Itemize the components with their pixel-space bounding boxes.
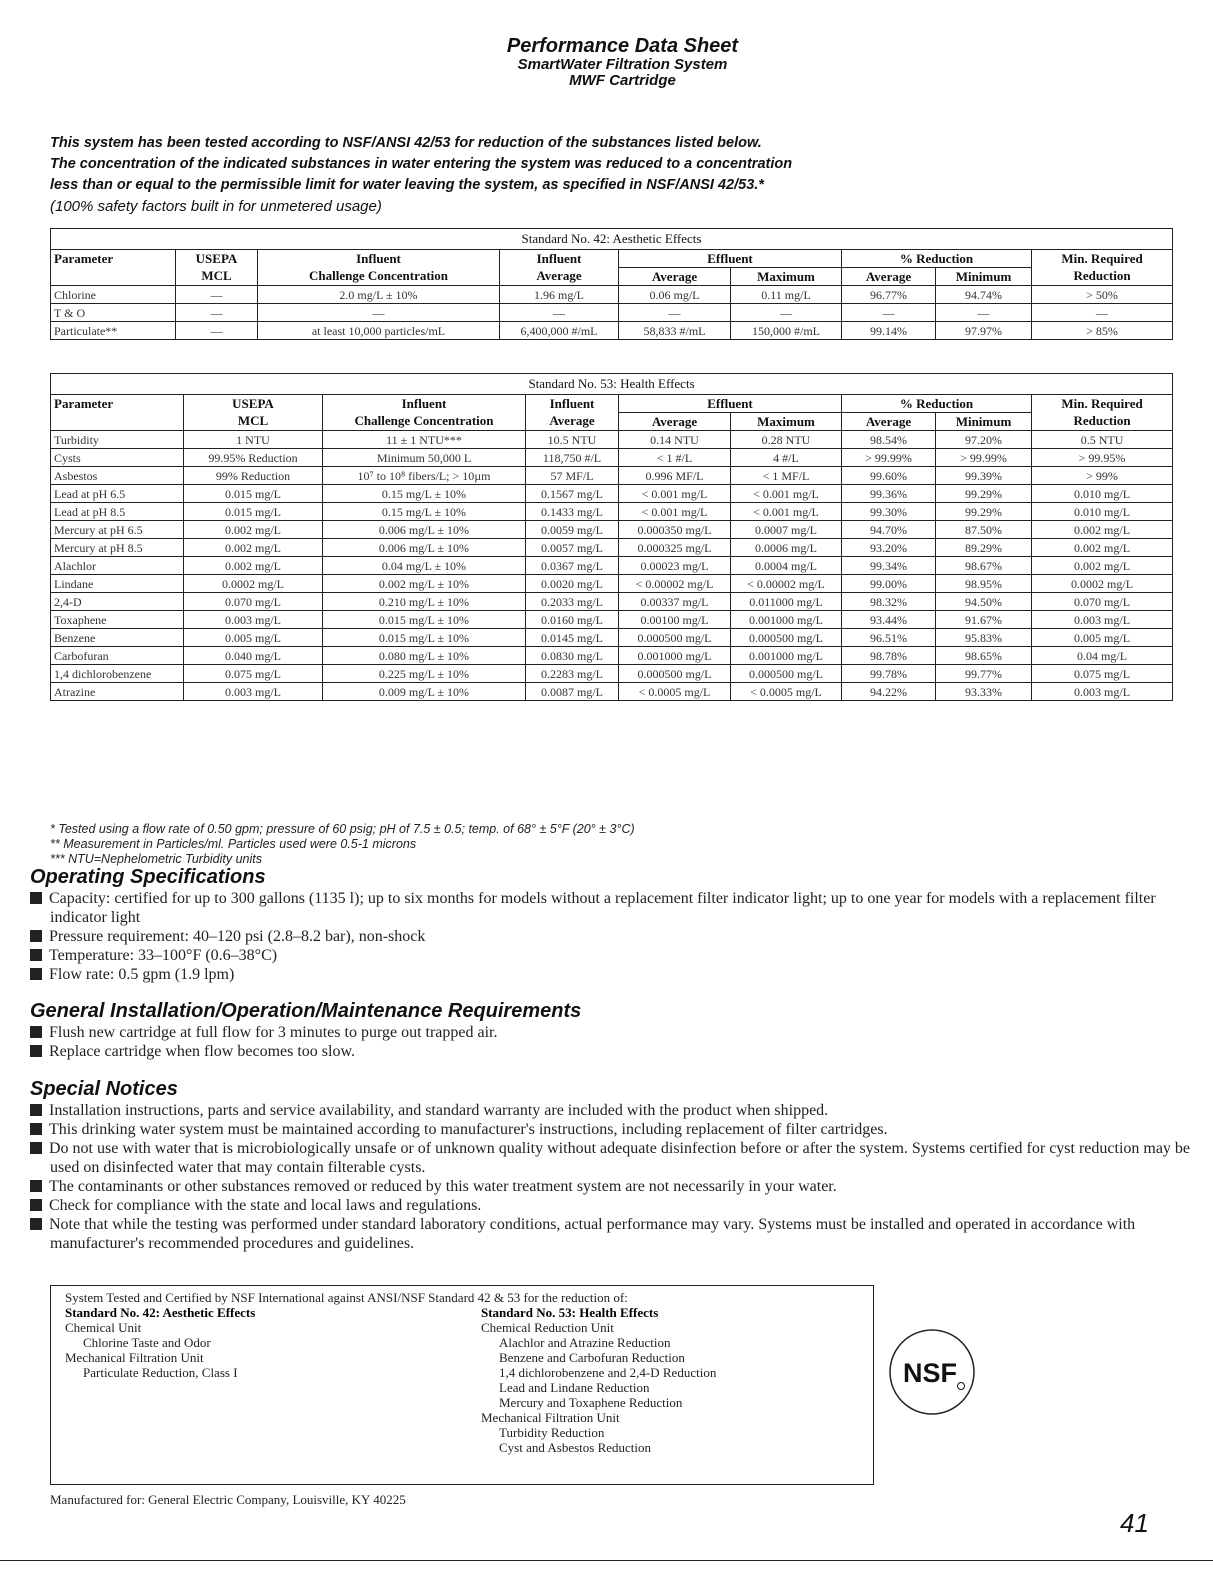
table-row xyxy=(51,611,1173,629)
table-cell: 0.000500 mg/L xyxy=(619,665,731,683)
table-cell: 0.2283 mg/L xyxy=(526,665,619,683)
table-cell: < 0.00002 mg/L xyxy=(619,575,731,593)
header-effluent: Effluent xyxy=(619,250,842,268)
table-cell: 0.002 mg/L xyxy=(1032,557,1173,575)
table-cell: 99.00% xyxy=(842,575,936,593)
table-cell: 0.11 mg/L xyxy=(731,286,842,304)
list-item-text: Capacity: certified for up to 300 gallons (1135 l); up to six months for models without a replacement filter indicator light; up to one year for models with a replacement filter indicator light xyxy=(49,890,1156,926)
footnote-1: * Tested using a flow rate of 0.50 gpm; pressure of 60 psig; pH of 7.5 ± 0.5; temp. of 68° ± 5°F (20° ± 3°C) xyxy=(50,822,635,836)
table-cell: 94.22% xyxy=(842,683,936,701)
table-cell: 0.0145 mg/L xyxy=(526,629,619,647)
table-row xyxy=(51,629,1173,647)
table-row xyxy=(51,647,1173,665)
header-parameter: Parameter xyxy=(51,395,184,413)
table-cell: — xyxy=(842,304,936,322)
bullet-square-icon xyxy=(30,1026,42,1038)
list-item-text: Pressure requirement: 40–120 psi (2.8–8.2 bar), non-shock xyxy=(49,928,426,945)
cert-item: Chemical Reduction Unit xyxy=(481,1320,614,1335)
table-cell: 0.015 mg/L ± 10% xyxy=(323,611,526,629)
table-cell: 0.0002 mg/L xyxy=(184,575,323,593)
table-cell: 0.001000 mg/L xyxy=(731,647,842,665)
header-eff-average: Average xyxy=(619,413,731,431)
table-cell: Minimum 50,000 L xyxy=(323,449,526,467)
page-title: Performance Data Sheet xyxy=(506,35,739,57)
table-cell: 99.14% xyxy=(842,322,936,340)
header-red-average: Average xyxy=(842,413,936,431)
certification-box xyxy=(50,1285,874,1485)
table-cell: 0.009 mg/L ± 10% xyxy=(323,683,526,701)
list-item-text: The contaminants or other substances removed or reduced by this water treatment system are not necessarily in your water. xyxy=(49,1178,837,1195)
table-cell: 0.0007 mg/L xyxy=(731,521,842,539)
table-cell: 0.003 mg/L xyxy=(184,611,323,629)
table-cell: > 99.99% xyxy=(842,449,936,467)
table-standard-53 xyxy=(50,373,1173,701)
list-item-text: Flow rate: 0.5 gpm (1.9 lpm) xyxy=(49,966,235,983)
table-cell: 10⁷ to 10⁸ fibers/L; > 10µm xyxy=(323,467,526,485)
table-cell: < 0.001 mg/L xyxy=(731,503,842,521)
table-cell: 99.39% xyxy=(936,467,1032,485)
table-cell: 0.015 mg/L xyxy=(184,503,323,521)
svg-text:NSF: NSF xyxy=(903,1358,957,1388)
header-reduction-label: Reduction xyxy=(1032,268,1173,286)
list-item-text: Note that while the testing was performed under standard laboratory conditions, actual performance may vary. Systems must be installed and operated in accordance with manufacturer's recommended procedures and guidelines. xyxy=(49,1216,1136,1252)
page-header xyxy=(0,36,1213,89)
header-eff-average: Average xyxy=(619,268,731,286)
list-item-text: This drinking water system must be maintained according to manufacturer's instructions, including replacement of filter cartridges. xyxy=(49,1121,888,1138)
table-cell: 0.001000 mg/L xyxy=(619,647,731,665)
table-cell: < 0.001 mg/L xyxy=(619,485,731,503)
bullet-square-icon xyxy=(30,1142,42,1154)
table-cell: 0.00337 mg/L xyxy=(619,593,731,611)
table-cell: 96.77% xyxy=(842,286,936,304)
table-cell: Mercury at pH 6.5 xyxy=(51,521,184,539)
table-cell: 0.15 mg/L ± 10% xyxy=(323,485,526,503)
table-cell: — xyxy=(731,304,842,322)
table-cell: 0.010 mg/L xyxy=(1032,485,1173,503)
list-item-text: Temperature: 33–100°F (0.6–38°C) xyxy=(49,947,278,964)
table-row xyxy=(51,304,1173,322)
table-cell: — xyxy=(176,322,258,340)
intro-line-2: The concentration of the indicated substances in water entering the system was reduced to a concentration xyxy=(50,156,793,172)
table-cell: 96.51% xyxy=(842,629,936,647)
table-row xyxy=(51,593,1173,611)
table-standard-42 xyxy=(50,228,1173,340)
table-cell: 150,000 #/mL xyxy=(731,322,842,340)
table-cell: 0.0057 mg/L xyxy=(526,539,619,557)
section-title: General Installation/Operation/Maintenance Requirements xyxy=(30,1000,582,1022)
table-cell: > 50% xyxy=(1032,286,1173,304)
header-eff-maximum: Maximum xyxy=(731,413,842,431)
table-cell: Carbofuran xyxy=(51,647,184,665)
header-mcl: MCL xyxy=(184,413,323,431)
list-item xyxy=(30,1139,1200,1177)
table-cell: 0.015 mg/L xyxy=(184,485,323,503)
bullet-square-icon xyxy=(30,1123,42,1135)
table-caption: Standard No. 53: Health Effects xyxy=(51,374,1173,395)
table-cell: 0.0830 mg/L xyxy=(526,647,619,665)
table-cell: < 1 #/L xyxy=(619,449,731,467)
table-cell: 1.96 mg/L xyxy=(500,286,619,304)
table-cell: 0.5 NTU xyxy=(1032,431,1173,449)
table-cell: Lindane xyxy=(51,575,184,593)
table-cell: 0.0059 mg/L xyxy=(526,521,619,539)
table-cell: at least 10,000 particles/mL xyxy=(258,322,500,340)
cert-item: Benzene and Carbofuran Reduction xyxy=(499,1350,685,1365)
table-cell: 99.60% xyxy=(842,467,936,485)
header-red-minimum: Minimum xyxy=(936,413,1032,431)
table-cell: 99.29% xyxy=(936,503,1032,521)
manufacturer-line: Manufactured for: General Electric Company, Louisville, KY 40225 xyxy=(50,1492,406,1507)
table-cell: 98.32% xyxy=(842,593,936,611)
section-title: Operating Specifications xyxy=(30,866,266,888)
header-reduction: % Reduction xyxy=(842,395,1032,413)
table-cell: 10.5 NTU xyxy=(526,431,619,449)
table-cell: 98.54% xyxy=(842,431,936,449)
table-cell: 0.005 mg/L xyxy=(184,629,323,647)
header-challenge: Challenge Concentration xyxy=(258,268,500,286)
table-cell: 99.95% Reduction xyxy=(184,449,323,467)
table-cell: 94.74% xyxy=(936,286,1032,304)
list-item-text: Do not use with water that is microbiologically unsafe or of unknown quality without adequate disinfection before or after the system. Systems certified for cyst reduction may be used on disinfected water that may contain filterable cysts. xyxy=(49,1140,1191,1176)
table-cell: 0.0087 mg/L xyxy=(526,683,619,701)
table-cell: 98.78% xyxy=(842,647,936,665)
bullet-square-icon xyxy=(30,949,42,961)
table-cell: 93.20% xyxy=(842,539,936,557)
table-cell: — xyxy=(176,304,258,322)
list-item xyxy=(30,1101,1200,1120)
bullet-square-icon xyxy=(30,1218,42,1230)
table-cell: 1,4 dichlorobenzene xyxy=(51,665,184,683)
table-cell: 2.0 mg/L ± 10% xyxy=(258,286,500,304)
list-item xyxy=(30,889,1200,927)
table-cell: 0.002 mg/L xyxy=(184,539,323,557)
table-cell: 1 NTU xyxy=(184,431,323,449)
bullet-square-icon xyxy=(30,1045,42,1057)
table-cell: 0.00023 mg/L xyxy=(619,557,731,575)
list-item xyxy=(30,965,1200,984)
table-row xyxy=(51,286,1173,304)
table-row xyxy=(51,683,1173,701)
table-cell: 2,4-D xyxy=(51,593,184,611)
table-cell: > 99.99% xyxy=(936,449,1032,467)
table-cell: 0.000325 mg/L xyxy=(619,539,731,557)
table-row xyxy=(51,521,1173,539)
cert-item: Lead and Lindane Reduction xyxy=(499,1380,650,1395)
header-challenge: Challenge Concentration xyxy=(323,413,526,431)
table-cell: 0.011000 mg/L xyxy=(731,593,842,611)
table-cell: T & O xyxy=(51,304,176,322)
table-cell: 0.04 mg/L xyxy=(1032,647,1173,665)
table-cell: 99% Reduction xyxy=(184,467,323,485)
page-bottom-rule xyxy=(0,1560,1213,1561)
table-cell: 0.002 mg/L xyxy=(1032,521,1173,539)
list-item xyxy=(30,1177,1200,1196)
table-cell: Asbestos xyxy=(51,467,184,485)
header-eff-maximum: Maximum xyxy=(731,268,842,286)
certification-head: System Tested and Certified by NSF International against ANSI/NSF Standard 42 & 53 for the reduction of: xyxy=(65,1290,628,1305)
table-cell: 0.080 mg/L ± 10% xyxy=(323,647,526,665)
bullet-square-icon xyxy=(30,968,42,980)
header-reduction: % Reduction xyxy=(842,250,1032,268)
header-influent: Influent xyxy=(323,395,526,413)
header-influent-avg: Influent xyxy=(526,395,619,413)
table-cell: 0.002 mg/L xyxy=(184,521,323,539)
table-cell: < 0.001 mg/L xyxy=(619,503,731,521)
table-row xyxy=(51,575,1173,593)
table-cell: — xyxy=(500,304,619,322)
table-cell: 99.77% xyxy=(936,665,1032,683)
footnotes xyxy=(50,822,635,867)
table-cell: < 0.00002 mg/L xyxy=(731,575,842,593)
table-cell: 0.04 mg/L ± 10% xyxy=(323,557,526,575)
table-cell: 0.000350 mg/L xyxy=(619,521,731,539)
table-cell: 0.070 mg/L xyxy=(1032,593,1173,611)
table-cell: > 85% xyxy=(1032,322,1173,340)
nsf-logo-icon xyxy=(888,1328,976,1416)
table-cell: — xyxy=(1032,304,1173,322)
list-item-text: Replace cartridge when flow becomes too slow. xyxy=(49,1043,355,1060)
table-cell: 94.50% xyxy=(936,593,1032,611)
certification-right-title: Standard No. 53: Health Effects xyxy=(481,1305,659,1320)
table-cell: 0.0020 mg/L xyxy=(526,575,619,593)
table-cell: 98.95% xyxy=(936,575,1032,593)
bullet-square-icon xyxy=(30,892,42,904)
table-cell: Chlorine xyxy=(51,286,176,304)
list-item-text: Check for compliance with the state and local laws and regulations. xyxy=(49,1197,482,1214)
list-item xyxy=(30,1215,1200,1253)
header-mcl: MCL xyxy=(176,268,258,286)
table-cell: 0.15 mg/L ± 10% xyxy=(323,503,526,521)
table-cell: Lead at pH 8.5 xyxy=(51,503,184,521)
header-effluent: Effluent xyxy=(619,395,842,413)
table-cell: 0.005 mg/L xyxy=(1032,629,1173,647)
cert-item: Mechanical Filtration Unit xyxy=(481,1410,620,1425)
table-cell: 0.070 mg/L xyxy=(184,593,323,611)
table-cell: 99.29% xyxy=(936,485,1032,503)
list-item-text: Flush new cartridge at full flow for 3 minutes to purge out trapped air. xyxy=(49,1024,498,1041)
table-cell: Particulate** xyxy=(51,322,176,340)
table-cell: — xyxy=(258,304,500,322)
table-cell: 95.83% xyxy=(936,629,1032,647)
table-cell: 118,750 #/L xyxy=(526,449,619,467)
table-cell: — xyxy=(176,286,258,304)
table-cell: — xyxy=(619,304,731,322)
bullet-square-icon xyxy=(30,930,42,942)
table-cell: 0.0006 mg/L xyxy=(731,539,842,557)
table-row xyxy=(51,431,1173,449)
list-item xyxy=(30,1196,1200,1215)
cert-item: Mechanical Filtration Unit xyxy=(65,1350,204,1365)
table-cell: 0.003 mg/L xyxy=(184,683,323,701)
table-cell: 99.36% xyxy=(842,485,936,503)
table-cell: > 99% xyxy=(1032,467,1173,485)
list-item xyxy=(30,1042,1200,1061)
header-average: Average xyxy=(526,413,619,431)
section-operating xyxy=(30,866,1200,984)
table-cell: > 99.95% xyxy=(1032,449,1173,467)
header-min-required: Min. Required xyxy=(1032,395,1173,413)
table-cell: 11 ± 1 NTU*** xyxy=(323,431,526,449)
table-cell: 97.97% xyxy=(936,322,1032,340)
table-cell: 57 MF/L xyxy=(526,467,619,485)
table-cell: 93.33% xyxy=(936,683,1032,701)
table-cell: 0.225 mg/L ± 10% xyxy=(323,665,526,683)
table-cell: < 0.001 mg/L xyxy=(731,485,842,503)
table-row xyxy=(51,467,1173,485)
table-cell: 0.002 mg/L xyxy=(184,557,323,575)
table-cell: 6,400,000 #/mL xyxy=(500,322,619,340)
table-cell: 99.34% xyxy=(842,557,936,575)
page-subtitle-system: SmartWater Filtration System xyxy=(517,56,728,73)
table-cell: 0.996 MF/L xyxy=(619,467,731,485)
cert-item: Alachlor and Atrazine Reduction xyxy=(499,1335,671,1350)
section-title: Special Notices xyxy=(30,1078,178,1100)
table-cell: 0.000500 mg/L xyxy=(731,665,842,683)
table-cell: 0.1567 mg/L xyxy=(526,485,619,503)
table-cell: < 1 MF/L xyxy=(731,467,842,485)
header-influent-avg: Influent xyxy=(500,250,619,268)
header-parameter: Parameter xyxy=(51,250,176,268)
table-cell: 94.70% xyxy=(842,521,936,539)
table-cell: Atrazine xyxy=(51,683,184,701)
table-cell: 0.2033 mg/L xyxy=(526,593,619,611)
cert-item: Cyst and Asbestos Reduction xyxy=(499,1440,652,1455)
table-cell: 0.0002 mg/L xyxy=(1032,575,1173,593)
table-cell: 0.010 mg/L xyxy=(1032,503,1173,521)
table-cell: 87.50% xyxy=(936,521,1032,539)
table-cell: 97.20% xyxy=(936,431,1032,449)
table-row xyxy=(51,539,1173,557)
table-row xyxy=(51,485,1173,503)
list-item-text: Installation instructions, parts and service availability, and standard warranty are included with the product when shipped. xyxy=(49,1102,829,1119)
table-cell: 58,833 #/mL xyxy=(619,322,731,340)
table-cell: 98.67% xyxy=(936,557,1032,575)
table-cell: Mercury at pH 8.5 xyxy=(51,539,184,557)
table-cell: 0.00100 mg/L xyxy=(619,611,731,629)
list-item xyxy=(30,1023,1200,1042)
table-cell: 0.001000 mg/L xyxy=(731,611,842,629)
intro-line-4: (100% safety factors built in for unmetered usage) xyxy=(50,198,382,215)
footnote-2: ** Measurement in Particles/ml. Particles used were 0.5-1 microns xyxy=(50,837,417,851)
cert-item: Chlorine Taste and Odor xyxy=(83,1335,211,1350)
table-cell: 0.06 mg/L xyxy=(619,286,731,304)
footnote-3: *** NTU=Nephelometric Turbidity units xyxy=(50,852,262,866)
table-cell: 0.0004 mg/L xyxy=(731,557,842,575)
table-cell: 91.67% xyxy=(936,611,1032,629)
intro-text xyxy=(50,133,1170,217)
list-item xyxy=(30,927,1200,946)
table-cell: 0.015 mg/L ± 10% xyxy=(323,629,526,647)
table-row xyxy=(51,449,1173,467)
table-cell: — xyxy=(936,304,1032,322)
section-general xyxy=(30,1000,1200,1061)
cert-item: Particulate Reduction, Class I xyxy=(83,1365,238,1380)
table-cell: 0.002 mg/L xyxy=(1032,539,1173,557)
header-red-average: Average xyxy=(842,268,936,286)
table-cell: 0.075 mg/L xyxy=(1032,665,1173,683)
table-caption: Standard No. 42: Aesthetic Effects xyxy=(51,229,1173,250)
list-item xyxy=(30,1120,1200,1139)
certification-left-title: Standard No. 42: Aesthetic Effects xyxy=(65,1305,256,1320)
bullet-square-icon xyxy=(30,1180,42,1192)
section-special xyxy=(30,1078,1200,1253)
table-cell: 0.28 NTU xyxy=(731,431,842,449)
table-cell: 0.003 mg/L xyxy=(1032,611,1173,629)
table-cell: 0.040 mg/L xyxy=(184,647,323,665)
table-row xyxy=(51,503,1173,521)
page-subtitle-cartridge: MWF Cartridge xyxy=(569,71,676,89)
cert-item: 1,4 dichlorobenzene and 2,4-D Reduction xyxy=(499,1365,717,1380)
bullet-square-icon xyxy=(30,1199,42,1211)
header-average: Average xyxy=(500,268,619,286)
table-cell: Cysts xyxy=(51,449,184,467)
table-cell: < 0.0005 mg/L xyxy=(731,683,842,701)
table-cell: 0.14 NTU xyxy=(619,431,731,449)
table-cell: 89.29% xyxy=(936,539,1032,557)
table-cell: Lead at pH 6.5 xyxy=(51,485,184,503)
header-usepa: USEPA xyxy=(176,250,258,268)
header-usepa: USEPA xyxy=(184,395,323,413)
table-cell: < 0.0005 mg/L xyxy=(619,683,731,701)
table-cell: 0.210 mg/L ± 10% xyxy=(323,593,526,611)
table-cell: 4 #/L xyxy=(731,449,842,467)
header-influent: Influent xyxy=(258,250,500,268)
header-red-minimum: Minimum xyxy=(936,268,1032,286)
table-cell: 98.65% xyxy=(936,647,1032,665)
cert-item: Mercury and Toxaphene Reduction xyxy=(499,1395,683,1410)
list-item xyxy=(30,946,1200,965)
table-cell: 0.0367 mg/L xyxy=(526,557,619,575)
bullet-square-icon xyxy=(30,1104,42,1116)
header-min-required: Min. Required xyxy=(1032,250,1173,268)
table-cell: 0.000500 mg/L xyxy=(731,629,842,647)
table-cell: 0.006 mg/L ± 10% xyxy=(323,521,526,539)
table-cell: 0.1433 mg/L xyxy=(526,503,619,521)
table-cell: 99.78% xyxy=(842,665,936,683)
table-cell: Turbidity xyxy=(51,431,184,449)
table-cell: 0.002 mg/L ± 10% xyxy=(323,575,526,593)
table-row xyxy=(51,557,1173,575)
table-cell: 0.075 mg/L xyxy=(184,665,323,683)
table-row xyxy=(51,665,1173,683)
certification-left xyxy=(65,1305,255,1380)
table-cell: 0.000500 mg/L xyxy=(619,629,731,647)
table-cell: 93.44% xyxy=(842,611,936,629)
certification-right xyxy=(481,1305,716,1455)
intro-line-1: This system has been tested according to NSF/ANSI 42/53 for reduction of the substances listed below. xyxy=(50,135,762,151)
table-cell: Benzene xyxy=(51,629,184,647)
table-cell: 0.006 mg/L ± 10% xyxy=(323,539,526,557)
cert-item: Turbidity Reduction xyxy=(499,1425,605,1440)
table-row xyxy=(51,322,1173,340)
table-cell: Alachlor xyxy=(51,557,184,575)
table-cell: 0.003 mg/L xyxy=(1032,683,1173,701)
page-number: 41 xyxy=(1120,1508,1149,1538)
header-reduction-label: Reduction xyxy=(1032,413,1173,431)
table-cell: 0.0160 mg/L xyxy=(526,611,619,629)
table-cell: Toxaphene xyxy=(51,611,184,629)
intro-line-3: less than or equal to the permissible limit for water leaving the system, as specified in NSF/ANSI 42/53.* xyxy=(50,177,764,193)
cert-item: Chemical Unit xyxy=(65,1320,142,1335)
table-cell: 99.30% xyxy=(842,503,936,521)
